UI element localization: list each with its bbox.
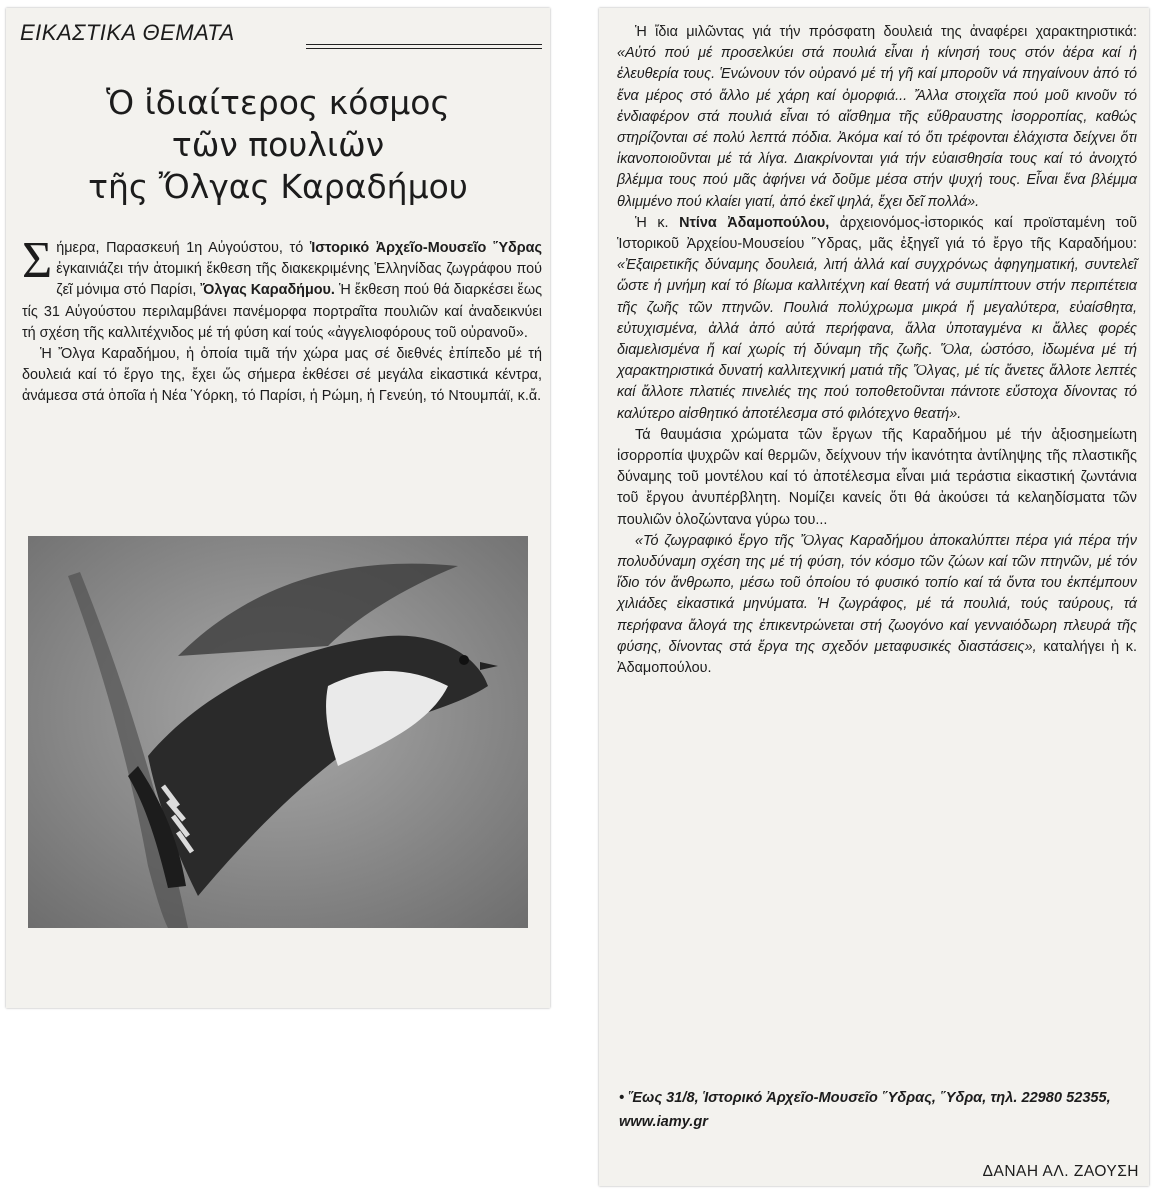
headline-line-3: τῆς Ὄλγας Καραδήμου: [88, 167, 468, 206]
paragraph-curator: [617, 213, 1137, 425]
headline: [26, 82, 530, 208]
artist-quote: «Αὐτό πού μέ προσελκύει στά πουλιά εἶναι ἡ κίνησή τους στόν ἀέρα καί ἡ ἐλευθερία τους. Ἑνώνουν τόν οὐρανό μέ τή γῆ καί μποροῦν νά πηγαίνουν ἀπό τό ἕνα μέρος στό ἄλλο μέ χάρη καί ὀμορφιά... Ἄλλα στοιχεῖα πού μοῦ κινοῦν τό ἐνδιαφέρον στά πουλιά εἶναι τό αἴσθημα τῆς εὔθραυστης ἰσορροπίας, καθώς στηρίζονται σέ πολύ λεπτά πόδια. Ἀκόμα καί τό ὅτι τρέφονται ἐλάχιστα δείχνει ὅτι ἱκανοποιοῦνται μέ τά λίγα. Διακρίνονται γιά τήν εὐαισθησία τους καί τό ἀνοιχτό βλέμμα τους πού μᾶς ἀφήνει νά δοῦμε μέσα στήν ψυχή τους. Εἶναι ἕνα βλέμμα θλιμμένο πού κλαίει γιατί, ἀπό ἐκεῖ ψηλά, ἔχει δεῖ πολλά».: [617, 45, 1137, 210]
paragraph-colors: Τά θαυμάσια χρώματα τῶν ἔργων τῆς Καραδήμου μέ τήν ἀξιοσημείωτη ἰσορροπία ψυχρῶν καί θερμῶν, δείχνουν τήν ἱκανότητα ἀντίληψης τῆς πλαστικῆς δύναμης τοῦ μοντέλου καί τό ἀποτέλεσμα εἶναι μιά τεράστια εἰκαστική ζωντάνια τοῦ ἔργου ἀνυπέρβλητη. Νομίζει κανείς ὅτι θά ἀκούσει τά κελαηδίσματα τῶν πουλιῶν ὁλοζώντανα γύρω του...: [617, 426, 1137, 528]
headline-line-1: Ὁ ἰδιαίτερος κόσμος: [106, 83, 450, 122]
curator-prefix: Ἡ κ.: [635, 214, 680, 231]
right-clipping: [599, 8, 1149, 1186]
section-rule-double: [306, 48, 542, 49]
museum-name: Ἱστορικό Ἀρχεῖο-Μουσεῖο Ὕδρας: [309, 240, 542, 256]
right-article-text: [617, 22, 1137, 679]
curator-role: ἀρχειονόμος-ἱστορικός καί προϊσταμένη τοῦ Ἱστορικοῦ Ἀρχείου-Μουσείου Ὕδρας, μᾶς ἐξηγεῖ γιά τό ἔργο τῆς Καραδήμου:: [617, 214, 1137, 253]
section-rule: [306, 44, 542, 45]
paragraph-career: Ἡ Ὄλγα Καραδήμου, ἡ ὁποία τιμᾶ τήν χώρα μας σέ διεθνές ἐπίπεδο μέ τή δουλειά καί τό ἔργο της, ἔχει ὥς σήμερα ἐκθέσει σέ μεγάλα εἰκαστικά κέντρα, ἀνάμεσα στά ὁποῖα ἡ Νέα Ὑόρκη, τό Παρίσι, ἡ Ρώμη, ἡ Γενεύη, τό Ντουμπάϊ, κ.ἄ.: [22, 346, 542, 405]
paragraph-intro: [22, 232, 543, 344]
swallow-illustration: [28, 536, 528, 928]
headline-line-2: τῶν πουλιῶν: [171, 125, 385, 164]
intro-text-3: Ἡ ἔκθεση πού θά διαρκέσει ἕως τίς 31 Αὐγούστου περιλαμβάνει πανέμορφα πορτραῖτα πουλιῶν καί ἀναδεικνύει τή σχέση τῆς καλλιτέχνιδος μέ τή φύση καί τούς «ἀγγελιοφόρους τοῦ οὐρανοῦ».: [22, 282, 543, 341]
exhibition-info-text: Ἕως 31/8, Ἱστορικό Ἀρχεῖο-Μουσεῖο Ὕδρας, Ὕδρα, τηλ. 22980 52355, www.iamy.gr: [619, 1090, 1111, 1130]
artist-intro: Ἡ ἴδια μιλῶντας γιά τήν πρόσφατη δουλειά της ἀναφέρει χαρακτηριστικά:: [635, 24, 1137, 40]
left-clipping: [6, 8, 550, 1008]
left-article-text: [22, 232, 543, 408]
drop-cap: Σ: [22, 232, 53, 289]
author-byline: ΔΑΝΑΗ ΑΛ. ΖΑΟΥΣΗ: [982, 1163, 1139, 1180]
curator-quote: «Ἐξαιρετικῆς δύναμης δουλειά, λιτή ἀλλά καί συγχρόνως ἀφηγηματική, συντελεῖ ὥστε ἡ μνήμη καί τό βίωμα καλλιτέχνη καί θεατή νά συμπίπτουν στήν περιπέτεια τῆς ζωῆς τῶν πτηνῶν. Πουλιά πολύχρωμα μικρά ἤ μεγαλύτερα, εὐαίσθητα, εὐτυχισμένα, ἀλλά ἀπό αὐτά περήφανα, ἄλλα ὑποταγμένα κι ἄλλες φορές διαμελισμένα ἤ καί χωρίς τή δύναμη τῆς ζωῆς. Ὅλα, ὡστόσο, ἰδωμένα μέ τή χαρακτηριστικά δυνατή καλλιτεχνική ματιά τῆς Ὄλγας, μέ τίς ἄνετες ἄλλοτε λεπτές καί ἄλλοτε πλατιές πινελιές της πού τοποθετοῦνται πάντοτε εὔστοχα δίνοντας τό καλύτερο αἰσθητικό ἀποτέλεσμα στό φιλότεχνο θεατή».: [617, 257, 1137, 422]
swallow-photo: [28, 536, 528, 928]
section-title: ΕΙΚΑΣΤΙΚΑ ΘΕΜΑΤΑ: [20, 20, 235, 45]
paragraph-artist-quote: [617, 22, 1137, 213]
exhibition-info: [619, 1086, 1129, 1134]
paragraph-conclusion: [617, 531, 1137, 679]
intro-text-1: ήμερα, Παρασκευή 1η Αὐγούστου, τό: [56, 240, 310, 256]
intro-text-2: ἐγκαινιάζει τήν ἀτομική ἔκθεση τῆς διακεκριμένης Ἑλληνίδας ζωγράφου πού ζεῖ μόνιμα στό Παρίσι,: [56, 261, 542, 299]
conclusion-quote: «Τό ζωγραφικό ἔργο τῆς Ὄλγας Καραδήμου ἀποκαλύπτει πέρα γιά πέρα τήν πολυδύναμη σχέση της μέ τή φύση, τόν κόσμο τῶν ζώων καί τῶν πτηνῶν, μέ τόν ἴδιο τόν ἄνθρωπο, μέσω τοῦ ὁποίου τό φυσικό τοπίο καί τά ὄντα του ἐκπέμπουν χιλιάδες εἰκαστικά μηνύματα. Ἡ ζωγράφος, μέ τά πουλιά, τούς ταύρους, τά περήφανα ἄλογά της ἐπικεντρώνεται στή ζωογόνο καί γενναιόδωρη πλευρά τῆς φύσης, δίνοντας στά ἔργα της σχεδόν μεταφυσικές διαστάσεις»,: [617, 532, 1137, 655]
curator-name: Ντίνα Ἀδαμοπούλου,: [679, 214, 830, 231]
bullet-icon: •: [619, 1090, 625, 1106]
artist-name: Ὄλγας Καραδήμου.: [200, 282, 335, 299]
conclusion-attribution: καταλήγει ἡ κ. Ἀδαμοπούλου.: [617, 638, 1137, 677]
